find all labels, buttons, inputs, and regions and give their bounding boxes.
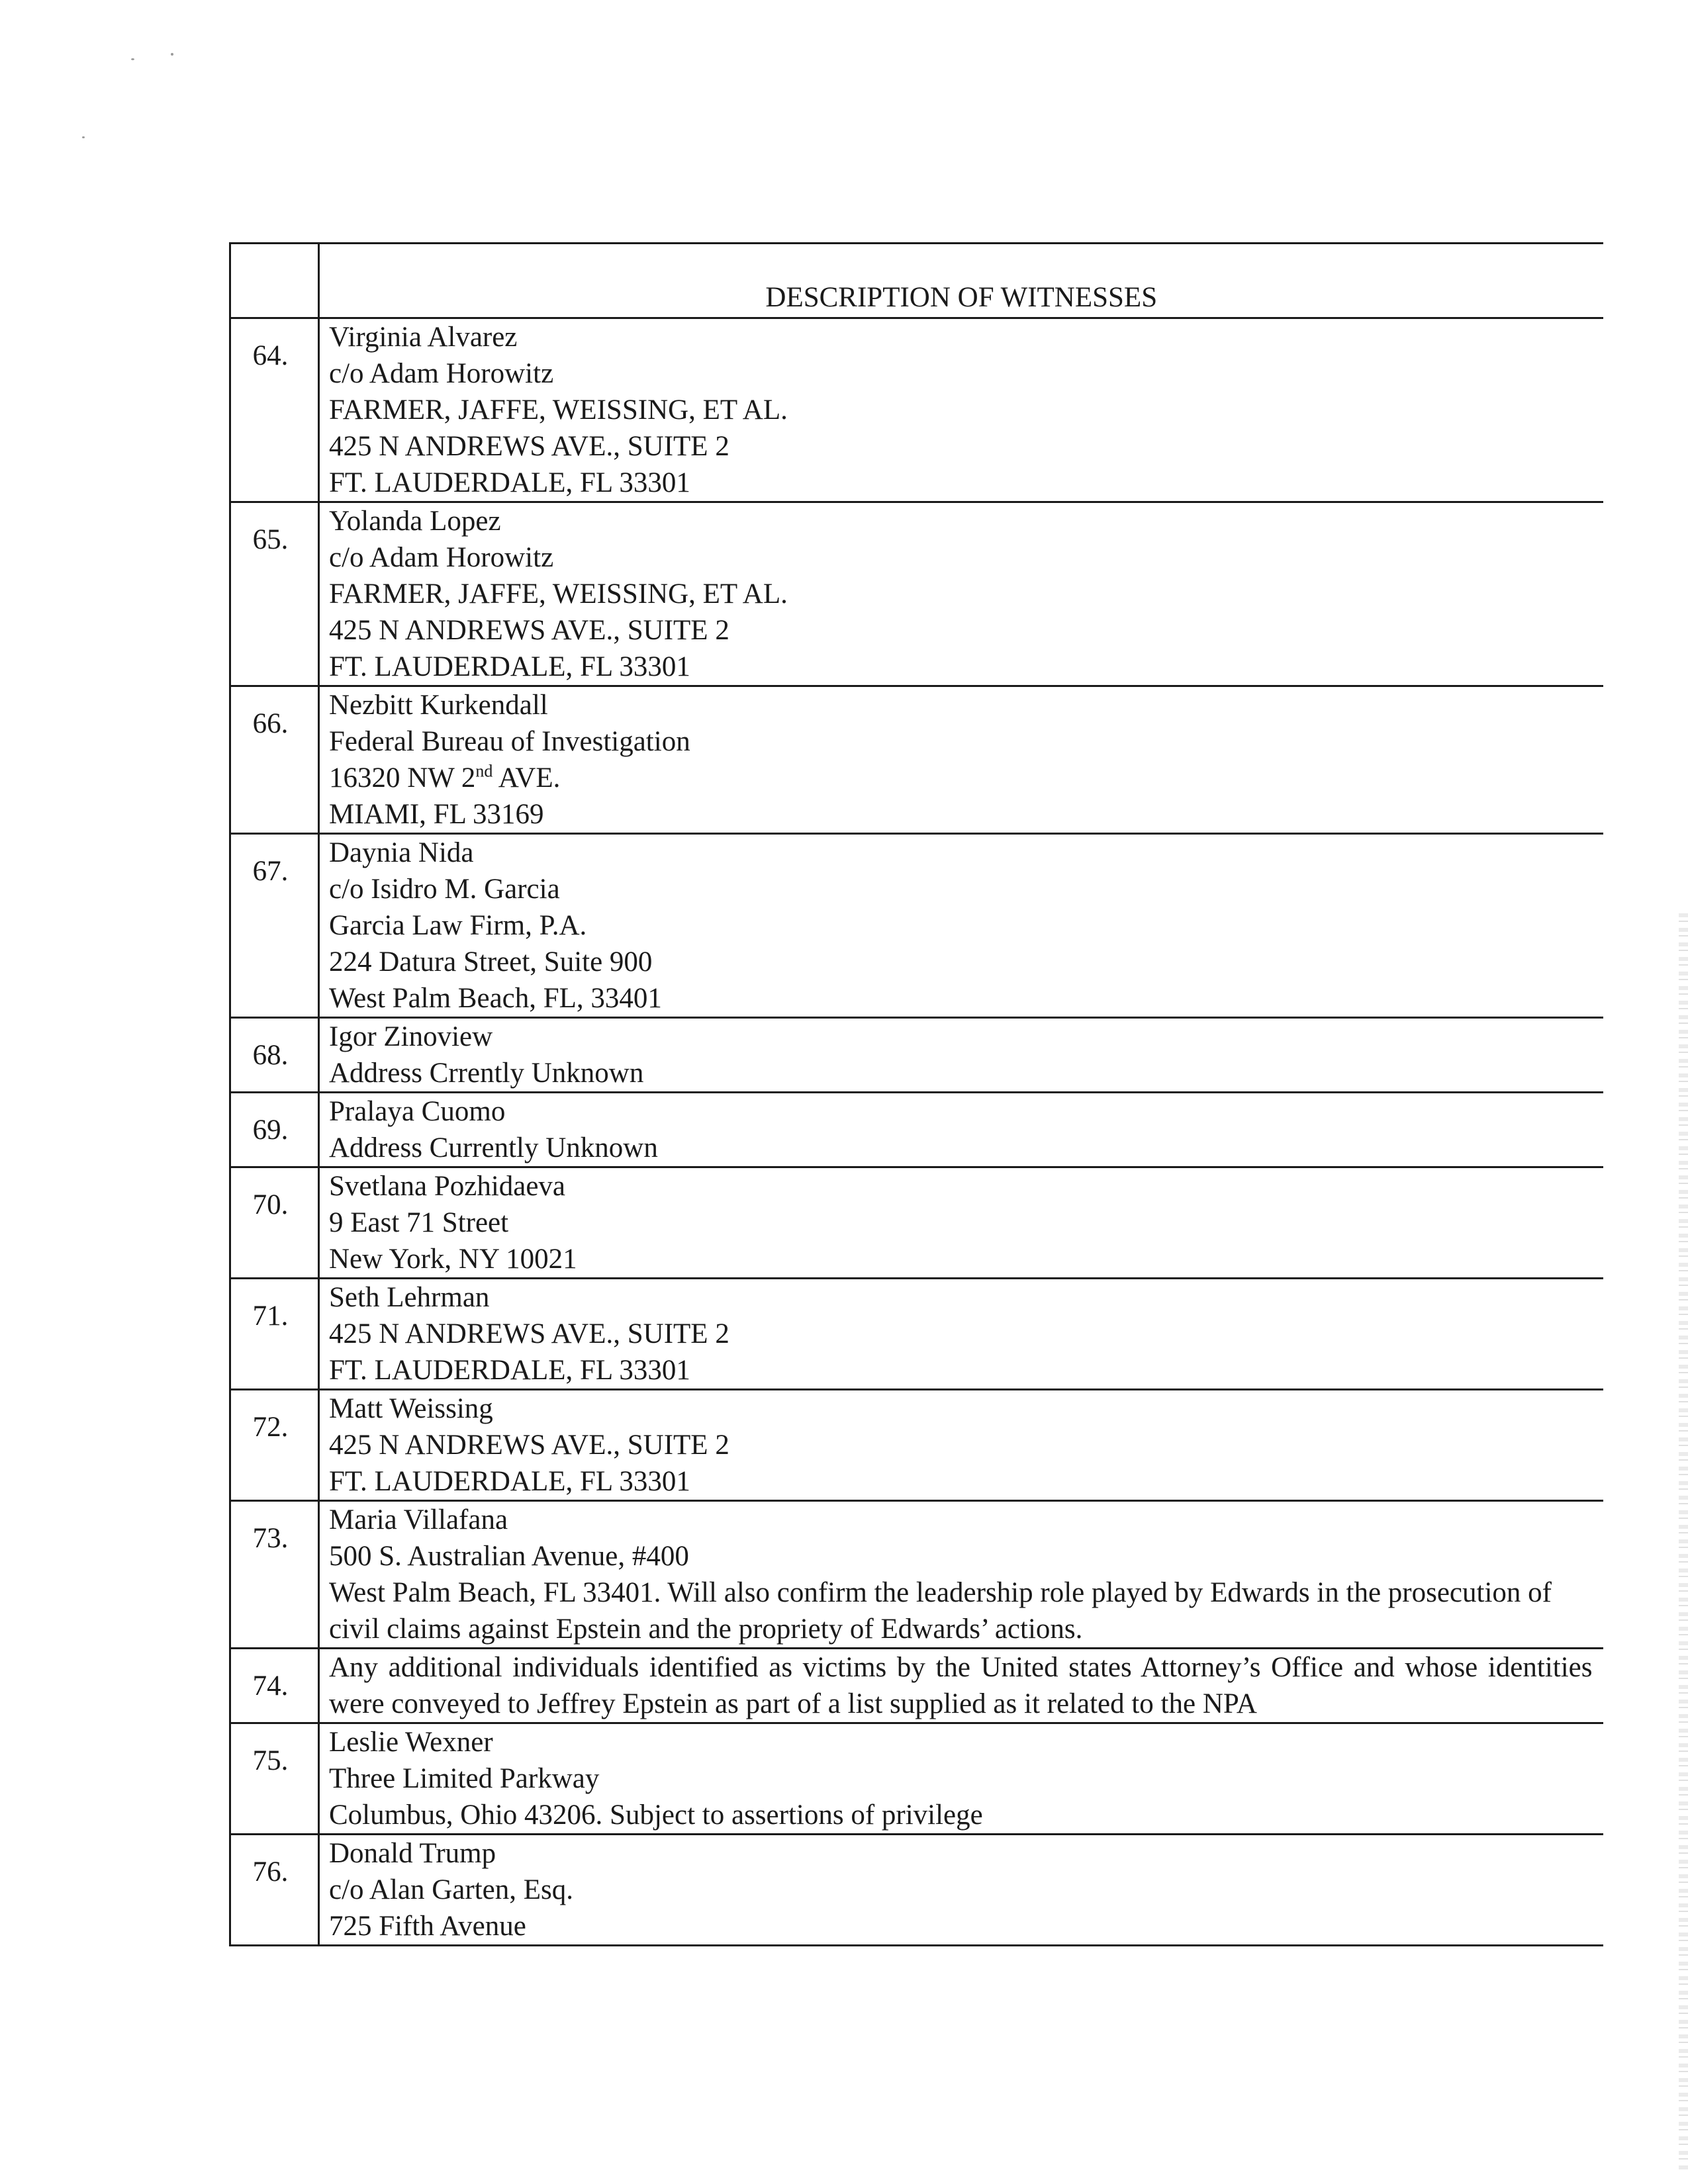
witness-line: 725 Fifth Avenue: [329, 1911, 526, 1942]
table-row: [230, 1167, 1603, 1279]
row-number: 66.: [230, 686, 319, 834]
witness-name: Donald Trump: [329, 1838, 496, 1869]
witness-name: Igor Zinoview: [329, 1021, 493, 1052]
witness-note: Any additional individuals identified as victims by the United states Attorney’s Office and whose identities were conveyed to Jeffrey Epstein as part of a list supplied as it related to the NPA: [329, 1652, 1593, 1719]
row-number: 72.: [230, 1390, 319, 1501]
witness-line: FT. LAUDERDALE, FL 33301: [329, 1466, 690, 1497]
witness-line: MIAMI, FL 33169: [329, 799, 544, 830]
witness-note: West Palm Beach, FL 33401. Will also confirm the leadership role played by Edwards in the prosecution of civil claims against Epstein and the propriety of Edwards’ actions.: [329, 1577, 1552, 1645]
witness-line: 425 N ANDREWS AVE., SUITE 2: [329, 431, 729, 462]
witness-description: [319, 1835, 1603, 1946]
row-number: 69.: [230, 1093, 319, 1167]
witness-name: Leslie Wexner: [329, 1727, 493, 1758]
scan-speck: [82, 136, 85, 138]
witness-name: Pralaya Cuomo: [329, 1096, 506, 1127]
witness-address-line: [329, 760, 1593, 796]
witness-description: [319, 1093, 1603, 1167]
row-number: 68.: [230, 1018, 319, 1093]
witness-description: [319, 834, 1603, 1018]
row-number: 64.: [230, 318, 319, 502]
ordinal-suffix: nd: [475, 761, 493, 781]
address-prefix: 16320 NW 2: [329, 762, 476, 794]
witness-name: Matt Weissing: [329, 1393, 493, 1424]
witness-name: Maria Villafana: [329, 1504, 508, 1535]
witness-line: Federal Bureau of Investigation: [329, 726, 690, 757]
witness-description: [319, 1649, 1603, 1723]
table-row: [230, 1649, 1603, 1723]
witness-line: Address Currently Unknown: [329, 1132, 658, 1163]
witness-line: Columbus, Ohio 43206. Subject to assertions of privilege: [329, 1799, 983, 1831]
witness-line: 425 N ANDREWS AVE., SUITE 2: [329, 615, 729, 646]
witness-description: [319, 1167, 1603, 1279]
witness-line: 425 N ANDREWS AVE., SUITE 2: [329, 1318, 729, 1349]
witness-description: [319, 1279, 1603, 1390]
table-row: [230, 1501, 1603, 1649]
scan-speck: [131, 58, 134, 60]
witness-line: c/o Alan Garten, Esq.: [329, 1874, 573, 1905]
witness-description: [319, 318, 1603, 502]
witness-name: Virginia Alvarez: [329, 322, 518, 353]
scan-speck: [171, 53, 173, 56]
witness-line: Address Crrently Unknown: [329, 1058, 644, 1089]
witness-line: 224 Datura Street, Suite 900: [329, 946, 653, 978]
scan-edge-artifact: [1679, 913, 1688, 2171]
witness-description: [319, 1723, 1603, 1835]
witness-name: Svetlana Pozhidaeva: [329, 1171, 566, 1202]
table-header: DESCRIPTION OF WITNESSES: [319, 244, 1603, 318]
row-number: 75.: [230, 1723, 319, 1835]
witness-line: c/o Isidro M. Garcia: [329, 874, 560, 905]
table-row: [230, 834, 1603, 1018]
witness-description: [319, 1018, 1603, 1093]
witness-line: FT. LAUDERDALE, FL 33301: [329, 1355, 690, 1386]
table-row: [230, 502, 1603, 686]
witness-line: 9 East 71 Street: [329, 1207, 509, 1238]
table-row: [230, 1093, 1603, 1167]
table-row: [230, 1390, 1603, 1501]
number-header-cell: [230, 244, 319, 318]
witness-line: Garcia Law Firm, P.A.: [329, 910, 587, 941]
row-number: 76.: [230, 1835, 319, 1946]
table-row: [230, 686, 1603, 834]
witness-description: [319, 1390, 1603, 1501]
witness-line: West Palm Beach, FL, 33401: [329, 983, 662, 1014]
witness-name: Seth Lehrman: [329, 1282, 490, 1313]
address-suffix: AVE.: [492, 762, 561, 794]
table-row: [230, 318, 1603, 502]
row-number: 71.: [230, 1279, 319, 1390]
witness-line: Three Limited Parkway: [329, 1763, 600, 1794]
witness-description: [319, 1501, 1603, 1649]
witness-line: c/o Adam Horowitz: [329, 358, 554, 389]
row-number: 70.: [230, 1167, 319, 1279]
witness-table: [229, 242, 1603, 1946]
witness-line: FARMER, JAFFE, WEISSING, ET AL.: [329, 394, 788, 426]
row-number: 73.: [230, 1501, 319, 1649]
witness-description: [319, 502, 1603, 686]
witness-description: [319, 686, 1603, 834]
witness-line: FT. LAUDERDALE, FL 33301: [329, 467, 690, 498]
table-row: [230, 1723, 1603, 1835]
table-row: [230, 1018, 1603, 1093]
table-header-row: [230, 244, 1603, 318]
row-number: 74.: [230, 1649, 319, 1723]
witness-name: Nezbitt Kurkendall: [329, 690, 548, 721]
witness-line: FARMER, JAFFE, WEISSING, ET AL.: [329, 578, 788, 610]
witness-name: Daynia Nida: [329, 837, 474, 868]
witness-line: New York, NY 10021: [329, 1244, 577, 1275]
witness-line: 425 N ANDREWS AVE., SUITE 2: [329, 1430, 729, 1461]
witness-line: 500 S. Australian Avenue, #400: [329, 1541, 689, 1572]
witness-line: c/o Adam Horowitz: [329, 542, 554, 573]
table-row: [230, 1279, 1603, 1390]
row-number: 67.: [230, 834, 319, 1018]
witness-name: Yolanda Lopez: [329, 506, 501, 537]
witness-line: FT. LAUDERDALE, FL 33301: [329, 651, 690, 682]
table-row: [230, 1835, 1603, 1946]
row-number: 65.: [230, 502, 319, 686]
